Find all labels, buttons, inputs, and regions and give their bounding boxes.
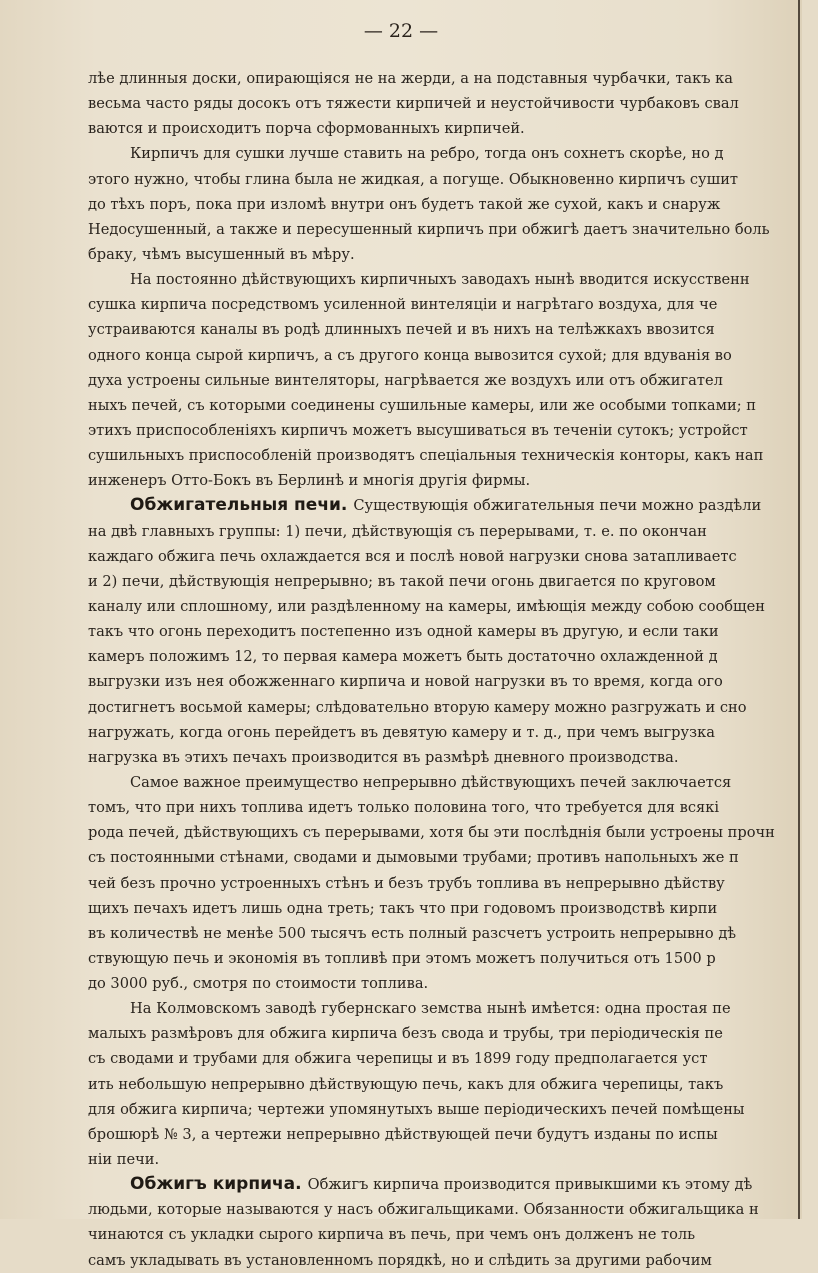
line-text: одного конца сырой кирпичъ, а съ другого конца вывозится сухой; для вдуванія во [88,346,732,364]
text-line [88,619,818,644]
line-text: и 2) печи, дѣйствующія непрерывно; въ такой печи огонь двигается по круговом [88,572,716,590]
text-line [88,1197,818,1222]
text-line [88,594,818,619]
text-line [88,468,818,493]
line-text: На Колмовскомъ заводѣ губернскаго земства нынѣ имѣется: одна простая пе [130,1000,731,1018]
line-text: съ постоянными стѣнами, сводами и дымовыми трубами; противъ напольныхъ же п [88,849,739,867]
text-line [88,443,818,468]
line-text: до 3000 руб., смотря по стоимости топлива. [88,975,429,993]
text-line [88,116,818,141]
text-line [88,569,818,594]
line-text: Самое важное преимущество непрерывно дѣйствующихъ печей заключается [130,773,732,791]
section-heading: Обжигательныя печи. [130,495,348,516]
line-text: весьма часто ряды досокъ отъ тяжести кирпичей и неустойчивости чурбаковъ свал [88,95,739,113]
line-text: для обжига кирпича; чертежи упомянутыхъ выше періодическихъ печей помѣщены [88,1100,745,1118]
line-text: На постоянно дѣйствующихъ кирпичныхъ заводахъ нынѣ вводится искусственн [130,271,750,289]
text-line [88,217,818,242]
text-line [88,921,818,946]
line-text: съ сводами и трубами для обжига черепицы и въ 1899 году предполагается уст [88,1050,708,1068]
line-text: такъ что огонь переходитъ постепенно изъ одной камеры въ другую, и если таки [88,623,719,641]
line-text: браку, чѣмъ высушенный въ мѣру. [88,245,355,263]
line-text: нагрузка въ этихъ печахъ производится въ размѣрѣ дневного производства. [88,748,679,766]
line-text: Кирпичъ для сушки лучше ставить на ребро, тогда онъ сохнетъ скорѣе, но д [130,145,724,163]
line-text: каналу или сплошному, или раздѣленному на камеры, имѣющія между собою сообщен [88,597,765,615]
line-text: людьми, которые называются у насъ обжигальщиками. Обязанности обжигальщика н [88,1201,759,1219]
line-text: выгрузки изъ нея обожженнаго кирпича и новой нагрузки въ то время, когда ого [88,673,723,691]
text-line [88,871,818,896]
text-line [88,267,818,292]
text-line [88,946,818,971]
text-line [88,544,818,569]
line-text: устраиваются каналы въ родѣ длинныхъ печей и въ нихъ на телѣжкахъ ввозится [88,321,715,339]
text-line [88,644,818,669]
text-line [88,971,818,996]
line-text: сушильныхъ приспособленій производятъ спеціальныя техническія конторы, какъ нап [88,447,764,465]
line-text: на двѣ главныхъ группы: 1) печи, дѣйствующія съ перерывами, т. е. по окончан [88,522,707,540]
text-line [88,167,818,192]
text-line [88,493,818,518]
line-text: ніи печи. [88,1151,160,1169]
line-text: ствующую печь и экономія въ топливѣ при этомъ можетъ получиться отъ 1500 р [88,949,716,967]
text-line [88,1097,818,1122]
line-text: лѣе длинныя доски, опирающіяся не на жерди, а на подставныя чурбачки, такъ ка [88,70,733,87]
text-line [88,1248,818,1273]
text-line [88,1222,818,1247]
body-text [88,66,818,1273]
text-line [88,343,818,368]
text-line [88,418,818,443]
text-line [88,996,818,1021]
text-line [88,1072,818,1097]
text-line [88,1046,818,1071]
text-line [88,1172,818,1197]
text-line [88,896,818,921]
section-heading: Обжигъ кирпича. [130,1174,302,1195]
text-line [88,745,818,770]
text-line [88,292,818,317]
line-text: Недосушенный, а также и пересушенный кирпичъ при обжигѣ даетъ значительно боль [88,220,770,238]
line-text: этого нужно, чтобы глина была не жидкая, а погуще. Обыкновенно кирпичъ сушит [88,170,738,188]
line-text: малыхъ размѣровъ для обжига кирпича безъ свода и трубы, три періодическія пе [88,1025,723,1043]
line-text: чей безъ прочно устроенныхъ стѣнъ и безъ трубъ топлива въ непрерывно дѣйству [88,874,725,892]
text-line [88,695,818,720]
text-line [88,1147,818,1172]
text-line [88,795,818,820]
line-text: рода печей, дѣйствующихъ съ перерывами, хотя бы эти послѣднія были устроены прочн [88,824,775,842]
text-line [88,1021,818,1046]
text-line [88,845,818,870]
line-text: сушка кирпича посредствомъ усиленной винтеляціи и нагрѣтаго воздуха, для че [88,296,718,314]
page-number: — 22 — [363,20,439,42]
line-text: до тѣхъ поръ, пока при изломѣ внутри онъ будетъ такой же сухой, какъ и снаруж [88,195,721,213]
line-text: достигнетъ восьмой камеры; слѣдовательно вторую камеру можно разгружать и сно [88,698,747,716]
text-line [88,192,818,217]
text-line [88,1122,818,1147]
line-text: самъ укладывать въ установленномъ порядкѣ, но и слѣдить за другими рабочим [88,1251,712,1269]
text-line [88,669,818,694]
line-text: Существующія обжигательныя печи можно раздѣли [353,497,762,515]
text-line [88,519,818,544]
text-line [88,66,818,91]
line-text: нагружать, когда огонь перейдетъ въ девятую камеру и т. д., при чемъ выгрузка [88,723,715,741]
text-line [88,393,818,418]
line-text: ныхъ печей, съ которыми соединены сушильные камеры, или же особыми топками; п [88,396,756,414]
line-text: ваются и происходитъ порча сформованныхъ кирпичей. [88,120,525,138]
text-line [88,91,818,116]
text-line [88,317,818,342]
line-text: инженеръ Отто-Бокъ въ Берлинѣ и многія другія фирмы. [88,472,531,490]
text-line [88,368,818,393]
line-text: каждаго обжига печь охлаждается вся и послѣ новой нагрузки снова затапливаетс [88,547,737,565]
line-text: въ количествѣ не менѣе 500 тысячъ есть полный разсчетъ устроить непрерывно дѣ [88,924,737,942]
text-line [88,770,818,795]
line-text: брошюрѣ № 3, а чертежи непрерывно дѣйствующей печи будутъ изданы по испы [88,1125,718,1143]
line-text: духа устроены сильные винтеляторы, нагрѣвается же воздухъ или отъ обжигател [88,371,723,389]
line-text: чинаются съ укладки сырого кирпича въ печь, при чемъ онъ долженъ не толь [88,1226,696,1244]
line-text: щихъ печахъ идетъ лишь одна треть; такъ что при годовомъ производствѣ кирпи [88,899,718,917]
text-line [88,141,818,166]
page-edge-line [798,0,800,1219]
line-text: ить небольшую непрерывно дѣйствующую печь, какъ для обжига черепицы, такъ [88,1075,724,1093]
line-text: камеръ положимъ 12, то первая камера можетъ быть достаточно охлажденной д [88,648,718,666]
line-text: Обжигъ кирпича производится привыкшими къ этому дѣ [307,1176,753,1194]
text-line [88,720,818,745]
text-line [88,820,818,845]
line-text: томъ, что при нихъ топлива идетъ только половина того, что требуется для всякі [88,799,720,817]
text-line [88,242,818,267]
line-text: этихъ приспособленіяхъ кирпичъ можетъ высушиваться въ теченіи сутокъ; устройст [88,421,748,439]
